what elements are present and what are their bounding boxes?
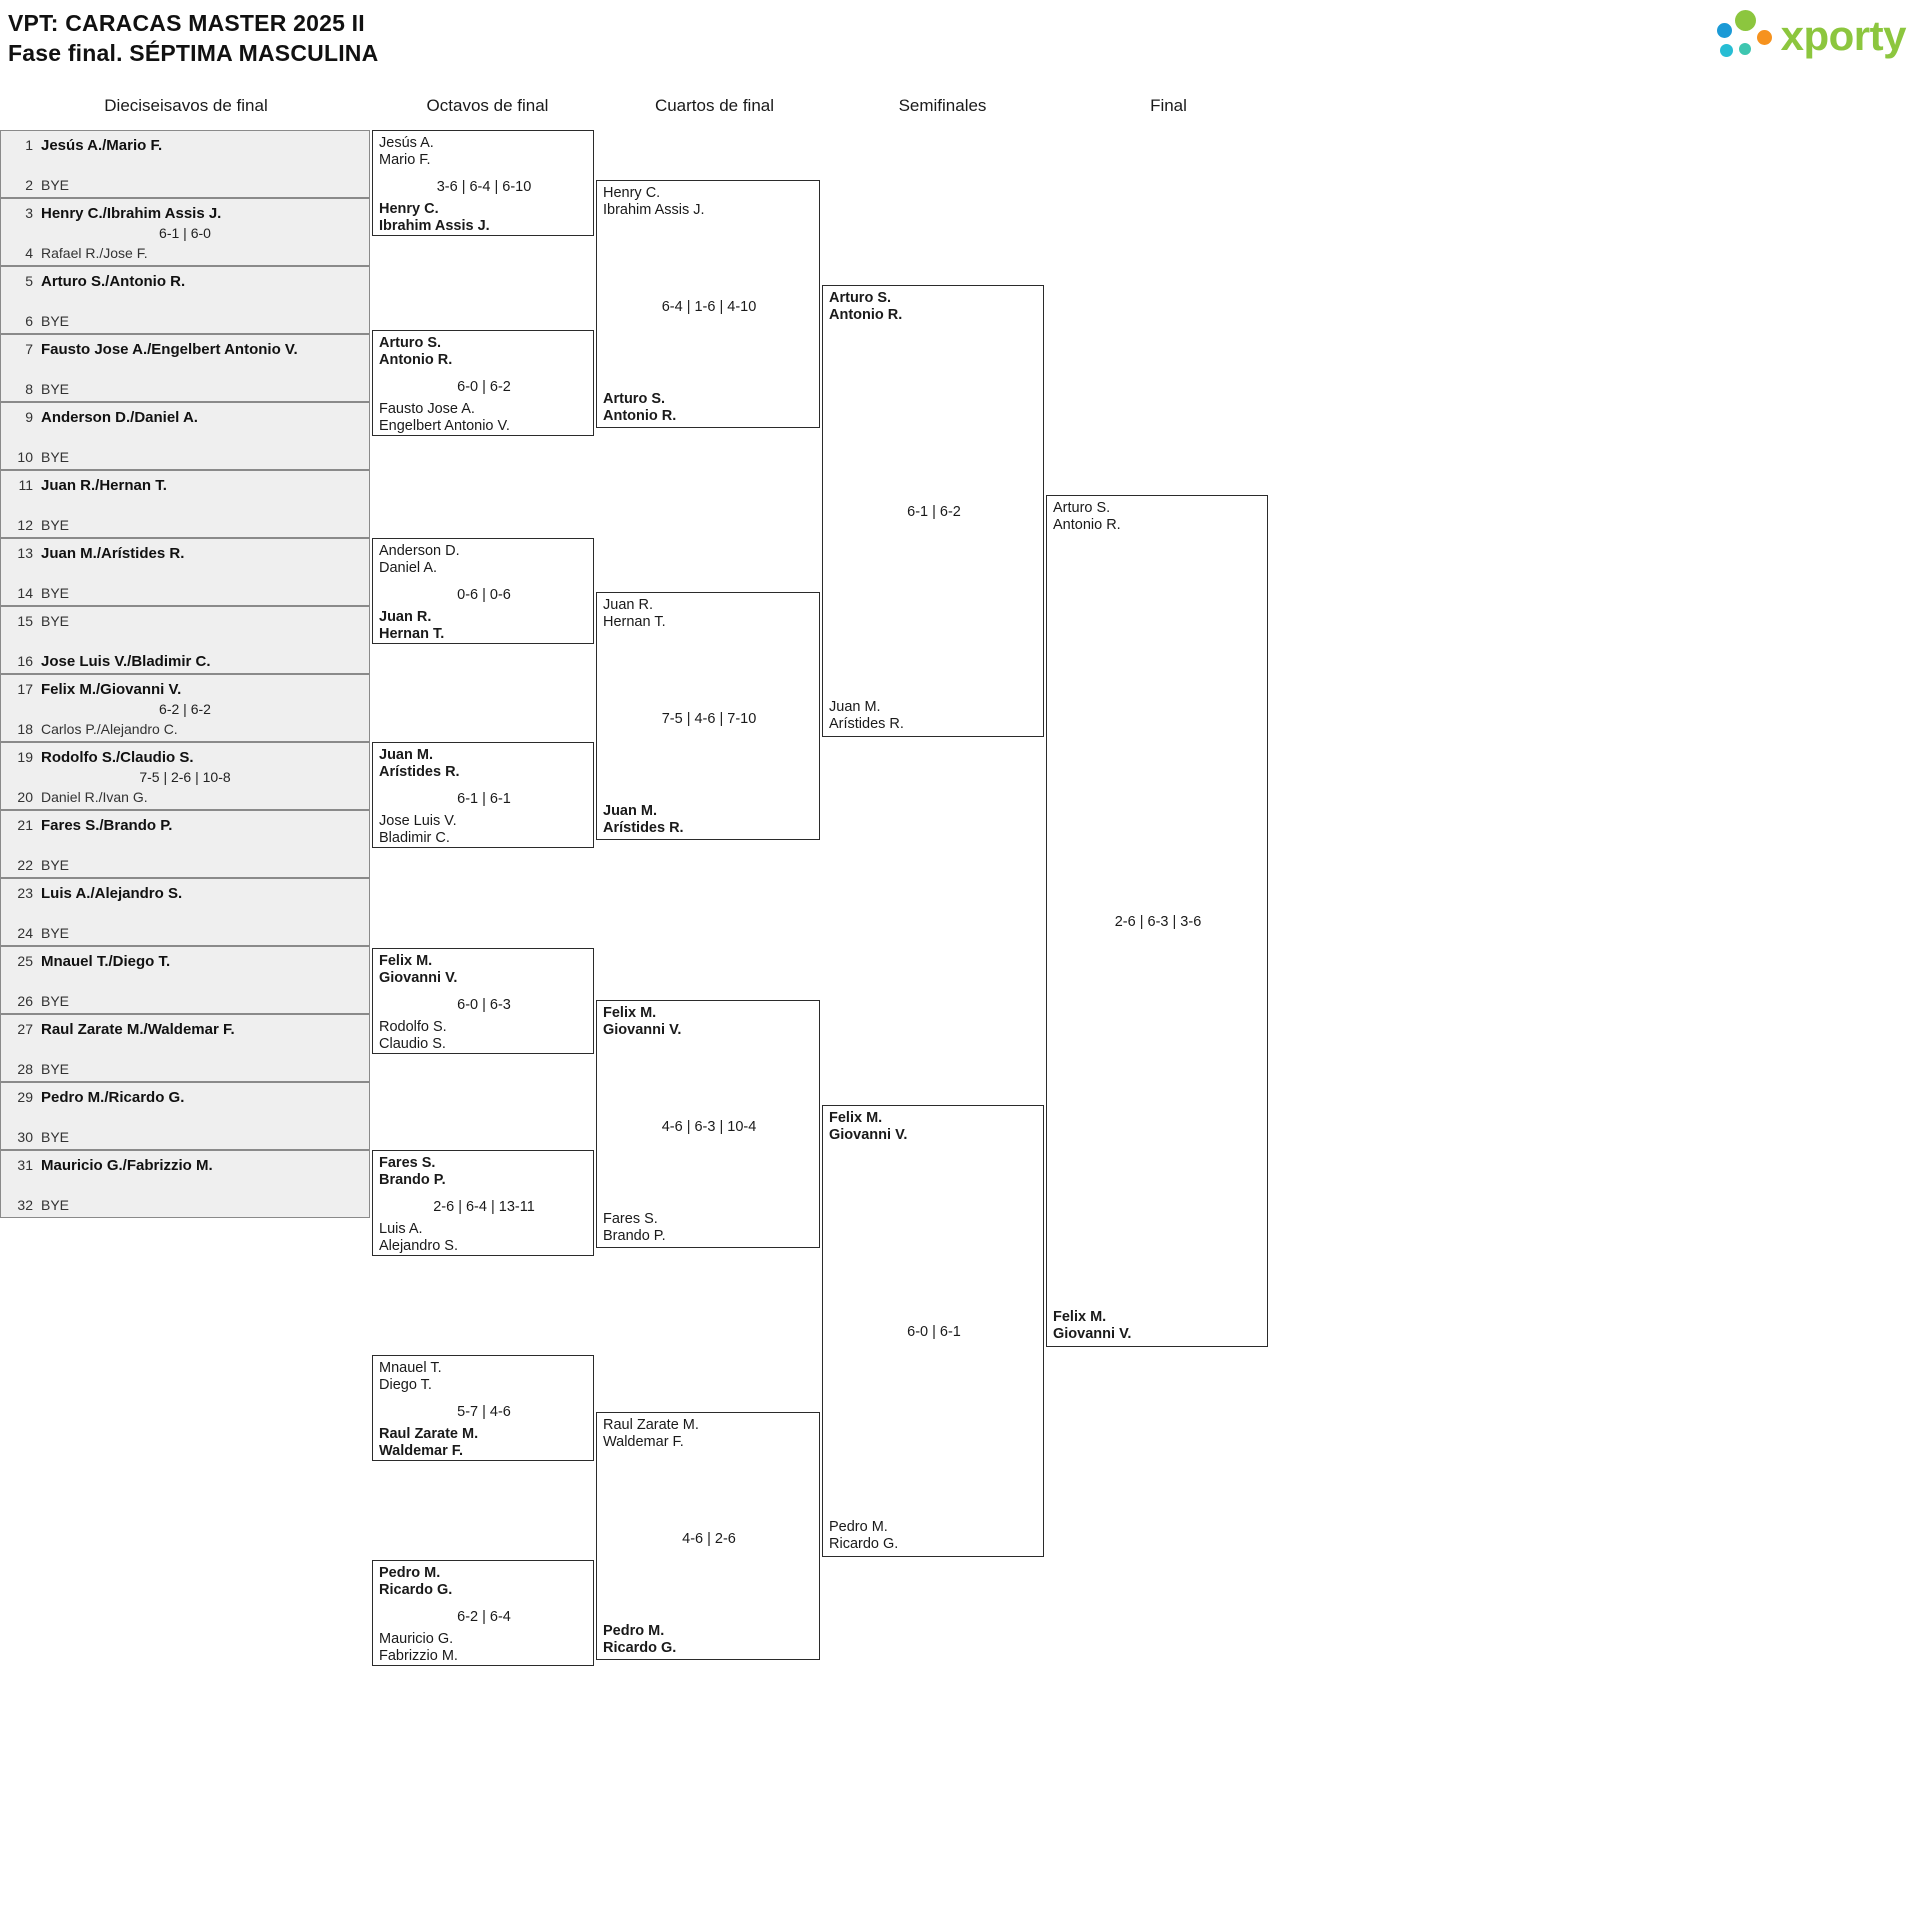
match-r2-3[interactable] — [372, 538, 594, 644]
r1-3-top — [1, 267, 369, 295]
r1-2-score: 6-1 | 6-0 — [159, 225, 211, 241]
team-name: Mauricio G./Fabrizzio M. — [41, 1156, 213, 1174]
seed-number: 24 — [17, 925, 33, 941]
r4-2-top-line2: Giovanni V. — [829, 1127, 908, 1143]
team-name: Henry C./Ibrahim Assis J. — [41, 204, 222, 222]
r3-4-bottom-line2: Ricardo G. — [603, 1640, 677, 1656]
r3-1-bottom-line1: Arturo S. — [603, 391, 666, 407]
xporty-logo — [1717, 8, 1906, 64]
r1-2-bottom — [1, 239, 369, 267]
r3-4-top-line2: Waldemar F. — [603, 1434, 684, 1450]
r2-8-bottom-line2: Fabrizzio M. — [379, 1648, 458, 1664]
seed-number: 4 — [25, 245, 33, 261]
match-r1-9[interactable] — [0, 674, 370, 742]
r3-2-top-line1: Juan R. — [603, 597, 653, 613]
team-name: BYE — [41, 449, 70, 465]
team-name: BYE — [41, 993, 70, 1009]
match-r1-15[interactable] — [0, 1082, 370, 1150]
r2-4-top-line2: Arístides R. — [379, 764, 460, 780]
team-name: Arturo S./Antonio R. — [41, 272, 186, 290]
r5-bottom-line1: Felix M. — [1053, 1309, 1107, 1325]
match-r1-16[interactable] — [0, 1150, 370, 1218]
match-r3-4[interactable] — [596, 1412, 820, 1660]
r1-5-bottom — [1, 443, 369, 471]
team-name: BYE — [41, 925, 70, 941]
r1-7-top — [1, 539, 369, 567]
r1-16-top — [1, 1151, 369, 1179]
match-r2-7[interactable] — [372, 1355, 594, 1461]
team-name: Fausto Jose A./Engelbert Antonio V. — [41, 340, 298, 358]
r2-1-top-line1: Jesús A. — [379, 135, 434, 151]
team-name: Carlos P./Alejandro C. — [41, 721, 178, 737]
r5-score: 2-6 | 6-3 | 3-6 — [1114, 914, 1202, 930]
round-heading-5: Final — [1150, 96, 1187, 115]
r1-9-bottom — [1, 715, 369, 743]
match-r1-10[interactable] — [0, 742, 370, 810]
r1-11-bottom — [1, 851, 369, 879]
match-r1-3[interactable] — [0, 266, 370, 334]
seed-number: 22 — [17, 857, 33, 873]
r1-10-top — [1, 743, 369, 771]
seed-number: 10 — [17, 449, 33, 465]
seed-number: 23 — [17, 885, 33, 901]
match-r5-final[interactable] — [1046, 495, 1268, 1347]
r3-4-score: 4-6 | 2-6 — [682, 1531, 736, 1547]
r2-7-top-line1: Mnauel T. — [379, 1360, 442, 1376]
r2-1-bottom-line2: Ibrahim Assis J. — [379, 218, 490, 234]
r2-8-top-line2: Ricardo G. — [379, 1582, 453, 1598]
r2-3-top-line1: Anderson D. — [379, 543, 460, 559]
r3-1-bottom-line2: Antonio R. — [603, 408, 677, 424]
r1-11-top — [1, 811, 369, 839]
seed-number: 7 — [25, 341, 33, 357]
r1-16-bottom — [1, 1191, 369, 1219]
r5-bottom-line2: Giovanni V. — [1053, 1326, 1132, 1342]
r2-3-bottom-line1: Juan R. — [379, 609, 432, 625]
match-r2-8[interactable] — [372, 1560, 594, 1666]
r1-10-bottom — [1, 783, 369, 811]
r1-14-top — [1, 1015, 369, 1043]
r3-2-top-line2: Hernan T. — [603, 614, 666, 630]
team-name: Jesús A./Mario F. — [41, 136, 163, 154]
r2-3-bottom-line2: Hernan T. — [379, 626, 445, 642]
match-r1-12[interactable] — [0, 878, 370, 946]
match-r1-4[interactable] — [0, 334, 370, 402]
r2-6-top-line2: Brando P. — [379, 1172, 446, 1188]
r2-7-bottom-line1: Raul Zarate M. — [379, 1426, 479, 1442]
r1-2-top — [1, 199, 369, 227]
round-heading-1: Dieciseisavos de final — [104, 96, 268, 115]
r1-3-bottom — [1, 307, 369, 335]
team-name: BYE — [41, 1197, 70, 1213]
seed-number: 31 — [17, 1157, 33, 1173]
seed-number: 15 — [17, 613, 33, 629]
r1-12-top — [1, 879, 369, 907]
r2-6-bottom-line2: Alejandro S. — [379, 1238, 458, 1254]
match-r4-1[interactable] — [822, 285, 1044, 737]
match-r2-4[interactable] — [372, 742, 594, 848]
r2-5-top-line1: Felix M. — [379, 953, 433, 969]
r3-2-bottom-line1: Juan M. — [603, 803, 657, 819]
team-name: Mnauel T./Diego T. — [41, 952, 171, 970]
seed-number: 29 — [17, 1089, 33, 1105]
team-name: Anderson D./Daniel A. — [41, 408, 198, 426]
r3-3-bottom-line1: Fares S. — [603, 1211, 658, 1227]
tournament-subtitle: Fase final. SÉPTIMA MASCULINA — [8, 40, 379, 66]
round-heading-2: Octavos de final — [426, 96, 549, 115]
match-r1-14[interactable] — [0, 1014, 370, 1082]
r4-1-score: 6-1 | 6-2 — [907, 504, 961, 520]
r1-9-score: 6-2 | 6-2 — [159, 701, 211, 717]
match-r1-11[interactable] — [0, 810, 370, 878]
match-r3-2[interactable] — [596, 592, 820, 840]
r1-8-bottom — [1, 647, 369, 675]
r3-2-score: 7-5 | 4-6 | 7-10 — [661, 711, 757, 727]
r4-2-score: 6-0 | 6-1 — [907, 1324, 961, 1340]
seed-number: 8 — [25, 381, 33, 397]
match-r3-3[interactable] — [596, 1000, 820, 1248]
seed-number: 2 — [25, 177, 33, 193]
r1-1-bottom — [1, 171, 369, 199]
logo-dots-icon — [1717, 10, 1775, 62]
r4-2-bottom-line2: Ricardo G. — [829, 1536, 899, 1552]
team-name: Juan R./Hernan T. — [41, 476, 167, 494]
r4-2-top-line1: Felix M. — [829, 1110, 883, 1126]
seed-number: 26 — [17, 993, 33, 1009]
seed-number: 28 — [17, 1061, 33, 1077]
r2-2-bottom-line1: Fausto Jose A. — [379, 401, 475, 417]
seed-number: 19 — [17, 749, 33, 765]
r2-5-score: 6-0 | 6-3 — [457, 997, 511, 1013]
r3-3-top-line2: Giovanni V. — [603, 1022, 682, 1038]
round-heading-3: Cuartos de final — [654, 96, 775, 115]
r2-1-score: 3-6 | 6-4 | 6-10 — [436, 179, 532, 195]
r3-4-bottom-line1: Pedro M. — [603, 1623, 665, 1639]
team-name: Jose Luis V./Bladimir C. — [41, 652, 211, 670]
team-name: BYE — [41, 1061, 70, 1077]
team-name: BYE — [41, 381, 70, 397]
team-name: BYE — [41, 613, 70, 629]
seed-number: 27 — [17, 1021, 33, 1037]
r4-1-top-line2: Antonio R. — [829, 307, 903, 323]
r1-13-bottom — [1, 987, 369, 1015]
r1-6-bottom — [1, 511, 369, 539]
r3-1-top-line2: Ibrahim Assis J. — [603, 202, 705, 218]
team-name: BYE — [41, 585, 70, 601]
r2-5-bottom-line1: Rodolfo S. — [379, 1019, 447, 1035]
r2-6-bottom-line1: Luis A. — [379, 1221, 423, 1237]
team-name: BYE — [41, 857, 70, 873]
r2-2-top-line1: Arturo S. — [379, 335, 442, 351]
r3-4-top-line1: Raul Zarate M. — [603, 1417, 699, 1433]
r2-5-bottom-line2: Claudio S. — [379, 1036, 446, 1052]
r1-4-bottom — [1, 375, 369, 403]
team-name: Luis A./Alejandro S. — [41, 884, 183, 902]
match-r3-1[interactable] — [596, 180, 820, 428]
r2-3-score: 0-6 | 0-6 — [457, 587, 511, 603]
r2-2-bottom-line2: Engelbert Antonio V. — [379, 418, 510, 434]
seed-number: 16 — [17, 653, 33, 669]
r2-4-score: 6-1 | 6-1 — [457, 791, 511, 807]
match-r1-2[interactable] — [0, 198, 370, 266]
r5-top-line2: Antonio R. — [1053, 517, 1121, 533]
r2-6-score: 2-6 | 6-4 | 13-11 — [433, 1199, 535, 1215]
match-r1-7[interactable] — [0, 538, 370, 606]
r1-5-top — [1, 403, 369, 431]
match-r2-2[interactable] — [372, 330, 594, 436]
seed-number: 32 — [17, 1197, 33, 1213]
logo-wordmark: xporty — [1780, 12, 1906, 59]
r2-1-top-line2: Mario F. — [379, 152, 431, 168]
r1-9-top — [1, 675, 369, 703]
r2-7-bottom-line2: Waldemar F. — [379, 1443, 464, 1459]
r1-13-top — [1, 947, 369, 975]
title-block — [8, 8, 378, 68]
r3-3-bottom-line2: Brando P. — [603, 1228, 666, 1244]
match-r2-1[interactable] — [372, 130, 594, 236]
r1-6-top — [1, 471, 369, 499]
match-r2-6[interactable] — [372, 1150, 594, 1256]
r2-3-top-line2: Daniel A. — [379, 560, 438, 576]
seed-number: 9 — [25, 409, 33, 425]
seed-number: 13 — [17, 545, 33, 561]
r3-1-top-line1: Henry C. — [603, 185, 661, 201]
seed-number: 5 — [25, 273, 33, 289]
r2-8-top-line1: Pedro M. — [379, 1565, 441, 1581]
team-name: Rodolfo S./Claudio S. — [41, 748, 194, 766]
team-name: Daniel R./Ivan G. — [41, 789, 148, 805]
match-r1-5[interactable] — [0, 402, 370, 470]
team-name: BYE — [41, 1129, 70, 1145]
r2-6-top-line1: Fares S. — [379, 1155, 436, 1171]
seed-number: 30 — [17, 1129, 33, 1145]
r5-top-line1: Arturo S. — [1053, 500, 1111, 516]
r2-2-top-line2: Antonio R. — [379, 352, 453, 368]
team-name: Juan M./Arístides R. — [41, 544, 185, 562]
r4-1-bottom-line2: Arístides R. — [829, 716, 904, 732]
r3-3-top-line1: Felix M. — [603, 1005, 657, 1021]
seed-number: 18 — [17, 721, 33, 737]
r1-10-score: 7-5 | 2-6 | 10-8 — [139, 769, 231, 785]
r1-15-bottom — [1, 1123, 369, 1151]
r2-8-bottom-line1: Mauricio G. — [379, 1631, 454, 1647]
team-name: Raul Zarate M./Waldemar F. — [41, 1020, 235, 1038]
r2-2-score: 6-0 | 6-2 — [457, 379, 511, 395]
team-name: BYE — [41, 177, 70, 193]
r1-15-top — [1, 1083, 369, 1111]
team-name: Fares S./Brando P. — [41, 816, 173, 834]
seed-number: 12 — [17, 517, 33, 533]
match-r1-1[interactable] — [0, 130, 370, 198]
seed-number: 17 — [17, 681, 33, 697]
team-name: BYE — [41, 517, 70, 533]
r2-5-top-line2: Giovanni V. — [379, 970, 458, 986]
r2-8-score: 6-2 | 6-4 — [457, 1609, 511, 1625]
team-name: BYE — [41, 313, 70, 329]
r3-1-score: 6-4 | 1-6 | 4-10 — [661, 299, 757, 315]
r4-2-bottom-line1: Pedro M. — [829, 1519, 888, 1535]
page-header — [0, 0, 1920, 80]
seed-number: 1 — [25, 137, 33, 153]
r4-1-bottom-line1: Juan M. — [829, 699, 881, 715]
seed-number: 3 — [25, 205, 33, 221]
r1-14-bottom — [1, 1055, 369, 1083]
seed-number: 11 — [18, 477, 33, 493]
r1-1-top — [1, 131, 369, 159]
seed-number: 14 — [17, 585, 33, 601]
r2-1-bottom-line1: Henry C. — [379, 201, 439, 217]
r1-4-top — [1, 335, 369, 363]
team-name: Pedro M./Ricardo G. — [41, 1088, 185, 1106]
r4-1-top-line1: Arturo S. — [829, 290, 892, 306]
seed-number: 20 — [17, 789, 33, 805]
seed-number: 6 — [25, 313, 33, 329]
match-r1-13[interactable] — [0, 946, 370, 1014]
r1-12-bottom — [1, 919, 369, 947]
r2-4-bottom-line1: Jose Luis V. — [379, 813, 457, 829]
r3-3-score: 4-6 | 6-3 | 10-4 — [661, 1119, 757, 1135]
team-name: Felix M./Giovanni V. — [41, 680, 182, 698]
match-r2-5[interactable] — [372, 948, 594, 1054]
r2-4-bottom-line2: Bladimir C. — [379, 830, 450, 846]
r1-8-top — [1, 607, 369, 635]
match-r4-2[interactable] — [822, 1105, 1044, 1557]
r3-2-bottom-line2: Arístides R. — [603, 820, 684, 836]
r2-4-top-line1: Juan M. — [379, 747, 433, 763]
seed-number: 21 — [17, 817, 33, 833]
r2-7-top-line2: Diego T. — [379, 1377, 432, 1393]
match-r1-8[interactable] — [0, 606, 370, 674]
seed-number: 25 — [17, 953, 33, 969]
round-heading-4: Semifinales — [898, 96, 987, 115]
tournament-title: VPT: CARACAS MASTER 2025 II — [8, 10, 365, 36]
r2-7-score: 5-7 | 4-6 — [457, 1404, 511, 1420]
r1-7-bottom — [1, 579, 369, 607]
team-name: Rafael R./Jose F. — [41, 245, 148, 261]
match-r1-6[interactable] — [0, 470, 370, 538]
